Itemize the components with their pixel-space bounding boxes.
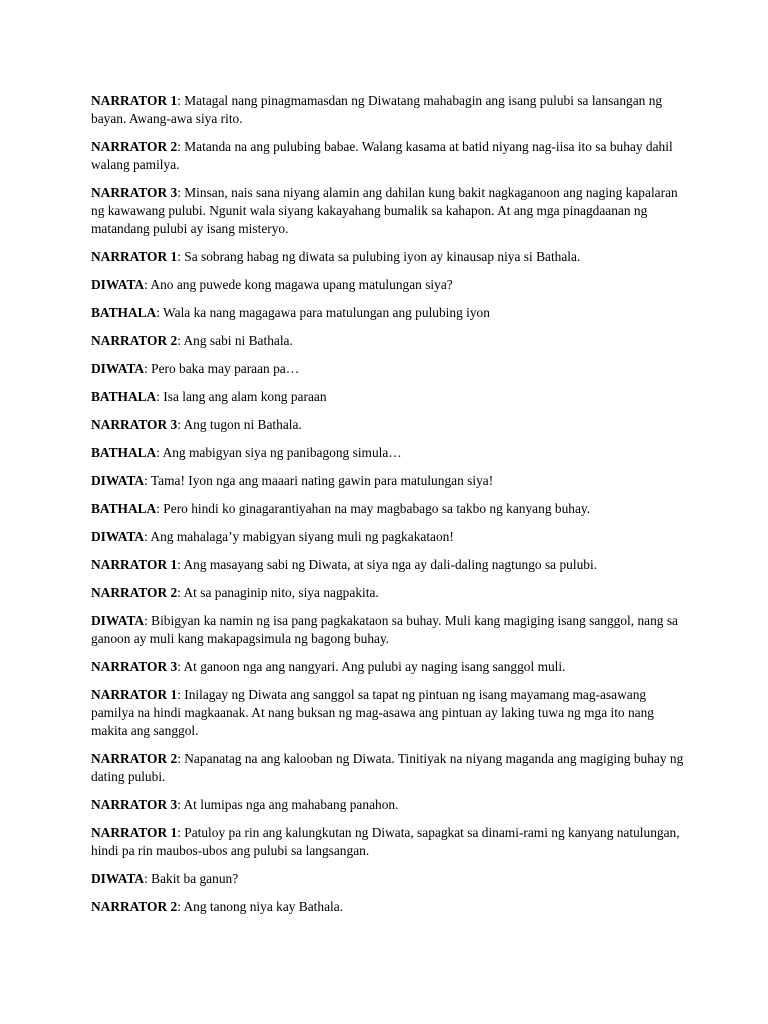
script-line [91,138,687,174]
dialogue-text: : Sa sobrang habag ng diwata sa pulubing iyon ay kinausap niya si Bathala. [177,249,581,264]
speaker-label: NARRATOR 2 [91,333,178,348]
dialogue-text: : Bakit ba ganun? [144,871,239,886]
dialogue-text: : Matagal nang pinagmamasdan ng Diwatang mahabagin ang isang pulubi sa lansangan ng bayan. Awang-awa siya rito. [91,93,663,126]
speaker-label: BATHALA [91,501,157,516]
script-line [91,686,687,740]
speaker-label: NARRATOR 1 [91,249,178,264]
script-line [91,658,687,676]
script-line [91,898,687,916]
dialogue-text: : Ang masayang sabi ng Diwata, at siya nga ay dali-daling nagtungo sa pulubi. [177,557,598,572]
dialogue-text: : Wala ka nang magagawa para matulungan ang pulubing iyon [156,305,490,320]
speaker-label: NARRATOR 1 [91,557,178,572]
dialogue-text: : Ang sabi ni Bathala. [177,333,293,348]
script-line [91,360,687,378]
dialogue-text: : Ano ang puwede kong magawa upang matulungan siya? [144,277,453,292]
speaker-label: NARRATOR 3 [91,659,178,674]
script-line [91,500,687,518]
script-line [91,528,687,546]
dialogue-text: : Pero hindi ko ginagarantiyahan na may magbabago sa takbo ng kanyang buhay. [156,501,591,516]
speaker-label: NARRATOR 3 [91,185,178,200]
script-line [91,248,687,266]
speaker-label: NARRATOR 1 [91,825,178,840]
dialogue-text: : Patuloy pa rin ang kalungkutan ng Diwata, sapagkat sa dinami-rami ng kanyang natulungan, hindi pa rin maubos-ubos ang pulubi sa langsangan. [91,825,680,858]
dialogue-text: : Ang tugon ni Bathala. [177,417,302,432]
dialogue-text: : Pero baka may paraan pa… [144,361,300,376]
speaker-label: DIWATA [91,613,145,628]
dialogue-text: : Isa lang ang alam kong paraan [156,389,327,404]
script-line [91,444,687,462]
script-line [91,304,687,322]
speaker-label: NARRATOR 1 [91,687,178,702]
dialogue-text: : Ang mabigyan siya ng panibagong simula… [156,445,402,460]
speaker-label: DIWATA [91,361,145,376]
speaker-label: NARRATOR 3 [91,417,178,432]
script-line [91,416,687,434]
speaker-label: NARRATOR 3 [91,797,178,812]
dialogue-text: : At ganoon nga ang nangyari. Ang pulubi ay naging isang sanggol muli. [177,659,566,674]
speaker-label: DIWATA [91,473,145,488]
dialogue-text: : At sa panaginip nito, siya nagpakita. [177,585,379,600]
speaker-label: BATHALA [91,389,157,404]
dialogue-text: : At lumipas nga ang mahabang panahon. [177,797,399,812]
speaker-label: BATHALA [91,305,157,320]
dialogue-text: : Bibigyan ka namin ng isa pang pagkakataon sa buhay. Muli kang magiging isang sanggol, nang sa ganoon ay muli kang makapagsimula ng bagong buhay. [91,613,678,646]
speaker-label: DIWATA [91,277,145,292]
script-line [91,824,687,860]
dialogue-text: : Napanatag na ang kalooban ng Diwata. Tinitiyak na niyang maganda ang magiging buhay ng dating pulubi. [91,751,684,784]
script-line [91,184,687,238]
speaker-label: DIWATA [91,529,145,544]
speaker-label: DIWATA [91,871,145,886]
script-line [91,332,687,350]
dialogue-text: : Matanda na ang pulubing babae. Walang kasama at batid niyang nag-iisa ito sa buhay dahil walang pamilya. [91,139,673,172]
script-document [91,92,687,926]
speaker-label: NARRATOR 2 [91,139,178,154]
speaker-label: BATHALA [91,445,157,460]
script-line [91,92,687,128]
dialogue-text: : Tama! Iyon nga ang maaari nating gawin para matulungan siya! [144,473,494,488]
script-line [91,612,687,648]
dialogue-text: : Minsan, nais sana niyang alamin ang dahilan kung bakit nagkaganoon ang naging kapalaran ng kawawang pulubi. Ngunit wala siyang kakayahang bumalik sa kahapon. At ang mga pinagdaanan ng matandang pulubi ay isang misteryo. [91,185,678,236]
speaker-label: NARRATOR 2 [91,585,178,600]
script-line [91,796,687,814]
dialogue-text: : Ang mahalaga’y mabigyan siyang muli ng pagkakataon! [144,529,454,544]
script-line [91,276,687,294]
script-line [91,870,687,888]
dialogue-text: : Ang tanong niya kay Bathala. [177,899,344,914]
script-line [91,584,687,602]
dialogue-text: : Inilagay ng Diwata ang sanggol sa tapat ng pintuan ng isang mayamang mag-asawang pamilya na hindi magkaanak. At nang buksan ng mag-asawa ang pintuan ay laking tuwa ng mga ito nang makita ang sanggol. [91,687,655,738]
script-line [91,388,687,406]
speaker-label: NARRATOR 2 [91,751,178,766]
speaker-label: NARRATOR 1 [91,93,178,108]
speaker-label: NARRATOR 2 [91,899,178,914]
script-line [91,750,687,786]
script-line [91,472,687,490]
script-line [91,556,687,574]
